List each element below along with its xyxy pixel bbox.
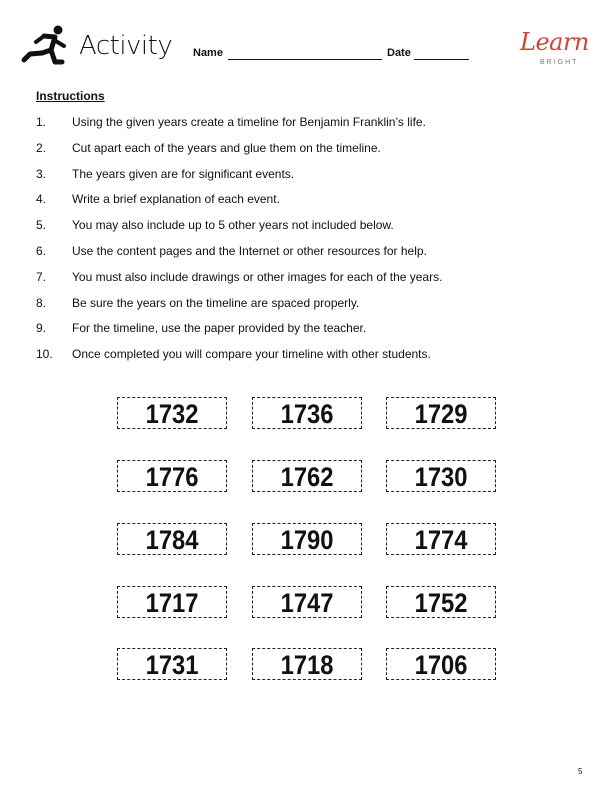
year-card[interactable] (117, 397, 227, 429)
item-number: 6. (36, 243, 47, 258)
year-card[interactable] (386, 586, 496, 618)
item-text: Write a brief explanation of each event. (72, 192, 280, 207)
year-label: 1776 (145, 462, 199, 492)
item-text: The years given are for significant events. (72, 166, 295, 181)
item-number: 3. (36, 166, 47, 181)
item-number: 1. (36, 115, 47, 129)
year-card[interactable] (386, 397, 496, 429)
instructions-title: Instructions (36, 89, 105, 103)
year-label: 1774 (414, 525, 468, 555)
logo-sub-text: BRIGHT (540, 59, 579, 66)
item-text: For the timeline, use the paper provided by the teacher. (72, 321, 367, 336)
year-card[interactable] (252, 586, 362, 618)
name-label: Name (193, 47, 223, 59)
year-label: 1729 (414, 399, 468, 429)
year-label: 1730 (414, 462, 468, 492)
year-card[interactable] (117, 586, 227, 618)
year-label: 1732 (145, 399, 199, 429)
year-card[interactable] (386, 460, 496, 492)
item-text: Cut apart each of the years and glue them on the timeline. (72, 140, 381, 155)
year-label: 1718 (280, 650, 334, 680)
item-number: 7. (36, 269, 47, 284)
year-card[interactable] (252, 523, 362, 555)
logo-main-text: Learn (520, 28, 589, 56)
page-number: 5 (578, 767, 583, 776)
year-label: 1717 (145, 588, 199, 618)
year-card[interactable] (252, 648, 362, 680)
activity-title: Activity (79, 31, 173, 61)
item-number: 5. (36, 218, 47, 233)
item-text: Using the given years create a timeline for Benjamin Franklin’s life. (72, 115, 426, 129)
year-label: 1731 (145, 650, 199, 680)
year-card[interactable] (117, 523, 227, 555)
year-card[interactable] (117, 648, 227, 680)
year-label: 1762 (280, 462, 334, 492)
item-text: Be sure the years on the timeline are spaced properly. (72, 295, 360, 310)
year-card[interactable] (386, 523, 496, 555)
year-card[interactable] (252, 397, 362, 429)
year-label: 1752 (414, 588, 468, 618)
item-text: Once completed you will compare your timeline with other students. (72, 347, 431, 362)
year-label: 1706 (414, 650, 468, 680)
item-number: 2. (36, 140, 47, 155)
item-number: 9. (36, 321, 47, 336)
year-label: 1747 (280, 588, 334, 618)
year-card[interactable] (386, 648, 496, 680)
item-number: 10. (36, 347, 53, 362)
item-text: You must also include drawings or other images for each of the years. (72, 269, 443, 284)
date-label: Date (387, 47, 411, 59)
item-number: 4. (36, 192, 47, 207)
item-text: Use the content pages and the Internet or other resources for help. (72, 243, 427, 258)
year-label: 1784 (145, 525, 199, 555)
year-card[interactable] (117, 460, 227, 492)
year-label: 1790 (280, 525, 334, 555)
year-card[interactable] (252, 460, 362, 492)
item-number: 8. (36, 295, 47, 310)
item-text: You may also include up to 5 other years not included below. (72, 218, 394, 233)
year-label: 1736 (280, 399, 334, 429)
